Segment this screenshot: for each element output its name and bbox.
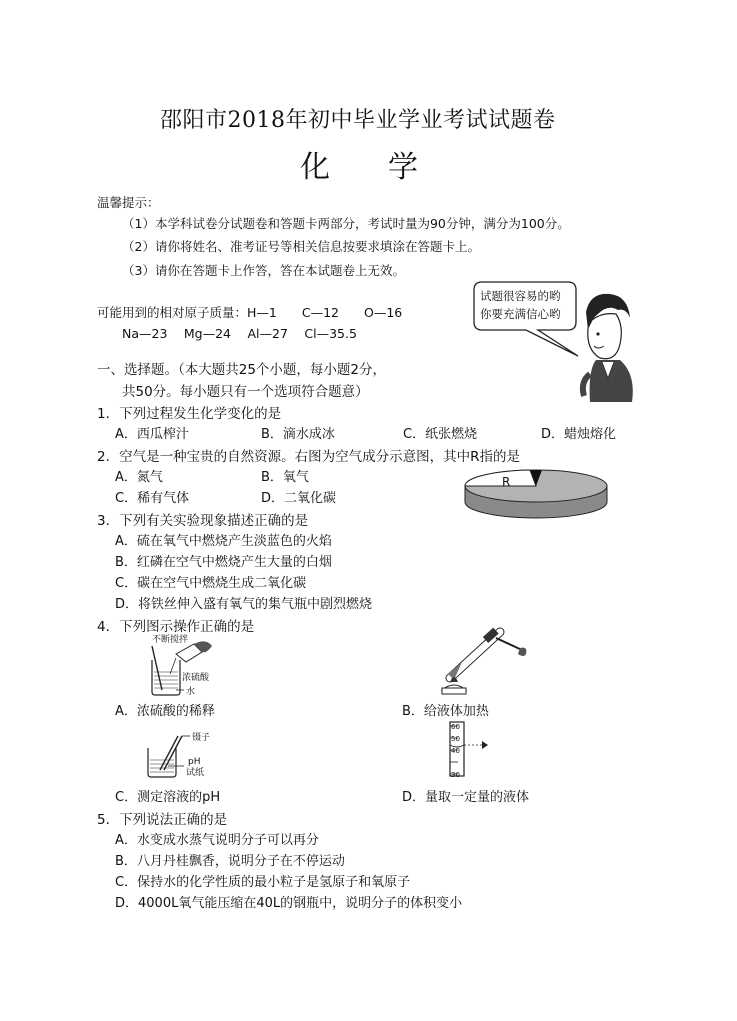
q4-option-c: C．测定溶液的pH (115, 790, 221, 805)
q1-option-d: D．蜡烛熔化 (541, 427, 617, 442)
svg-text:30: 30 (451, 771, 460, 778)
svg-text:不断搅拌: 不断搅拌 (152, 635, 189, 645)
q4-option-b: B．给液体加热 (402, 704, 489, 719)
q2-option-b: B．氧气 (261, 470, 309, 485)
q1-option-a: A．西瓜榨汁 (115, 427, 189, 442)
subject-title: 化学 (300, 150, 476, 185)
page-title: 邵阳市2018年初中毕业学业考试试题卷 (160, 108, 556, 133)
q5-option-d: D．4000L氧气能压缩在40L的钢瓶中，说明分子的体积变小 (115, 896, 463, 911)
bubble-line-1: 试题很容易的哟 (480, 289, 561, 303)
eye-icon (482, 741, 488, 749)
svg-text:水: 水 (186, 687, 196, 697)
pie-slice-r (465, 470, 536, 486)
q4-option-d: D．量取一定量的液体 (402, 790, 530, 805)
svg-text:40: 40 (451, 747, 460, 755)
q5-option-b: B．八月丹桂飘香，说明分子在不停运动 (115, 854, 345, 869)
svg-text:浓硫酸: 浓硫酸 (182, 673, 210, 683)
q3-stem: 3．下列有关实验现象描述正确的是 (97, 513, 309, 529)
q5-option-a: A．水变成水蒸气说明分子可以再分 (115, 833, 319, 848)
section-1-heading-cont: 共50分。每小题只有一个选项符合题意） (122, 384, 369, 400)
atomic-masses-line-2: Na—23 Mg—24 Al—27 Cl—35.5 (122, 326, 357, 341)
tip-item-1: （1）本学科试卷分试题卷和答题卡两部分，考试时量为90分钟，满分为100分。 (122, 216, 570, 231)
q2-option-a: A．氮气 (115, 470, 163, 485)
figure-ph-test (144, 728, 234, 780)
beaker (148, 748, 176, 777)
q4-stem: 4．下列图示操作正确的是 (97, 619, 255, 635)
svg-text:pH: pH (188, 757, 201, 767)
q5-stem: 5．下列说法正确的是 (97, 812, 228, 828)
figure-heating-liquid (440, 624, 530, 696)
bubble-line-2: 你要充满信心哟 (480, 307, 561, 321)
figure-acid-dilution (146, 632, 236, 698)
tweezers (160, 736, 178, 770)
svg-text:50: 50 (451, 735, 460, 743)
tips-heading: 温馨提示： (97, 195, 160, 210)
air-composition-pie (462, 466, 612, 524)
q1-stem: 1．下列过程发生化学变化的是 (97, 406, 282, 422)
q3-option-b: B．红磷在空气中燃烧产生大量的白烟 (115, 555, 332, 570)
atomic-masses-line-1: 可能用到的相对原子质量：H—1 C—12 O—16 (97, 305, 403, 320)
q3-option-d: D．将铁丝伸入盛有氧气的集气瓶中剧烈燃烧 (115, 597, 373, 612)
svg-text:试纸: 试纸 (186, 768, 205, 778)
tip-item-3: （3）请你在答题卡上作答，答在本试题卷上无效。 (122, 263, 405, 278)
q2-option-c: C．稀有气体 (115, 491, 190, 506)
q1-option-b: B．滴水成冰 (261, 427, 335, 442)
mascot-illustration (468, 278, 638, 406)
q5-option-c: C．保持水的化学性质的最小粒子是氢原子和氧原子 (115, 875, 411, 890)
q3-option-c: C．碳在空气中燃烧生成二氧化碳 (115, 576, 307, 591)
q3-option-a: A．硫在氧气中燃烧产生淡蓝色的火焰 (115, 534, 332, 549)
q2-option-d: D．二氧化碳 (261, 491, 337, 506)
svg-text:60: 60 (451, 723, 460, 731)
tip-item-2: （2）请你将姓名、准考证号等相关信息按要求填涂在答题卡上。 (122, 239, 480, 254)
section-1-heading: 一、选择题。（本大题共25个小题，每小题2分， (97, 362, 387, 378)
svg-text:镊子: 镊子 (192, 733, 211, 743)
glass-rod (152, 646, 162, 690)
face (588, 314, 622, 359)
q1-option-c: C．纸张燃烧 (403, 427, 478, 442)
pie-label-r: R (502, 475, 511, 489)
q4-option-a: A．浓硫酸的稀释 (115, 704, 215, 719)
q2-stem: 2．空气是一种宝贵的自然资源。右图为空气成分示意图，其中R指的是 (97, 449, 520, 465)
figure-graduated-cylinder (440, 720, 500, 778)
